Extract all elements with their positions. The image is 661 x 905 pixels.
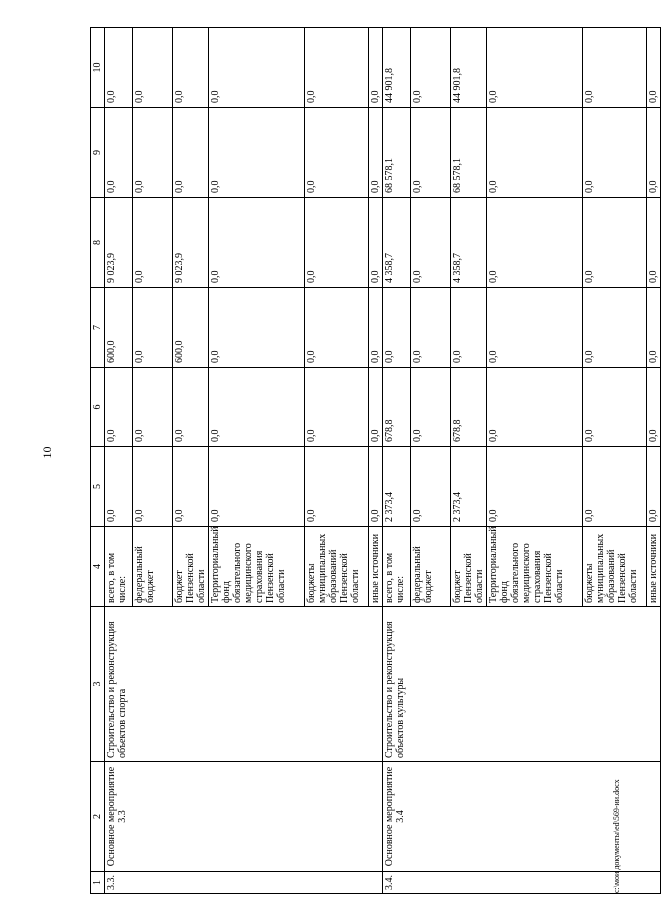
header-cell: 3 <box>91 607 105 762</box>
header-cell: 8 <box>91 198 105 288</box>
value-cell-9: 0,0 <box>105 108 133 198</box>
value-cell-5: 0,0 <box>647 447 661 527</box>
value-cell-9: 0,0 <box>133 108 173 198</box>
value-cell-6: 0,0 <box>369 368 383 447</box>
value-cell-9: 0,0 <box>583 108 647 198</box>
value-cell-10: 0,0 <box>133 28 173 108</box>
funding-source-cell: Территориальный фонд обязательного медицинского страхования Пензенской области <box>209 527 305 607</box>
value-cell-6: 0,0 <box>173 368 209 447</box>
value-cell-9: 0,0 <box>305 108 369 198</box>
funding-source-cell: бюджет Пензенской области <box>173 527 209 607</box>
value-cell-10: 0,0 <box>209 28 305 108</box>
value-cell-8: 0,0 <box>411 198 451 288</box>
value-cell-10: 0,0 <box>583 28 647 108</box>
value-cell-5: 0,0 <box>487 447 583 527</box>
header-cell: 10 <box>91 28 105 108</box>
value-cell-10: 0,0 <box>305 28 369 108</box>
value-cell-5: 2 373,4 <box>451 447 487 527</box>
funding-source-cell: бюджет Пензенской области <box>451 527 487 607</box>
header-row <box>91 28 105 894</box>
header-cell: 2 <box>91 762 105 872</box>
value-cell-7: 0,0 <box>133 288 173 368</box>
measure-name-cell: Основное мероприятие 3.3 <box>105 762 383 872</box>
value-cell-8: 9 023,9 <box>105 198 133 288</box>
value-cell-8: 0,0 <box>369 198 383 288</box>
value-cell-6: 0,0 <box>487 368 583 447</box>
value-cell-10: 0,0 <box>487 28 583 108</box>
value-cell-10: 0,0 <box>369 28 383 108</box>
value-cell-7: 0,0 <box>383 288 411 368</box>
value-cell-9: 0,0 <box>369 108 383 198</box>
value-cell-6: 678,8 <box>383 368 411 447</box>
value-cell-8: 0,0 <box>133 198 173 288</box>
value-cell-10: 0,0 <box>173 28 209 108</box>
value-cell-7: 0,0 <box>451 288 487 368</box>
value-cell-7: 600,0 <box>105 288 133 368</box>
funding-source-cell: Территориальный фонд обязательного медицинского страхования Пензенской области <box>487 527 583 607</box>
header-cell: 1 <box>91 872 105 894</box>
value-cell-7: 0,0 <box>209 288 305 368</box>
file-path-footer: c:\мои документы\ed\569-ии.docx <box>612 779 621 893</box>
funding-source-cell: бюджеты муниципальных образований Пензенской области <box>583 527 647 607</box>
value-cell-6: 0,0 <box>305 368 369 447</box>
funding-source-cell: иные источники <box>647 527 661 607</box>
funding-table <box>90 27 661 894</box>
value-cell-8: 9 023,9 <box>173 198 209 288</box>
table-body <box>91 28 661 894</box>
value-cell-8: 0,0 <box>583 198 647 288</box>
value-cell-9: 0,0 <box>647 108 661 198</box>
value-cell-7: 0,0 <box>369 288 383 368</box>
value-cell-10: 0,0 <box>411 28 451 108</box>
value-cell-7: 600,0 <box>173 288 209 368</box>
value-cell-8: 0,0 <box>209 198 305 288</box>
value-cell-5: 0,0 <box>583 447 647 527</box>
value-cell-5: 2 373,4 <box>383 447 411 527</box>
page-number: 10 <box>40 446 54 459</box>
value-cell-5: 0,0 <box>133 447 173 527</box>
item-number-cell: 3.3. <box>105 872 383 894</box>
funding-source-cell: иные источники <box>369 527 383 607</box>
header-cell: 4 <box>91 527 105 607</box>
value-cell-8: 0,0 <box>647 198 661 288</box>
value-cell-9: 68 578,1 <box>383 108 411 198</box>
table-row <box>383 28 411 894</box>
header-cell: 5 <box>91 447 105 527</box>
header-cell: 6 <box>91 368 105 447</box>
value-cell-6: 0,0 <box>583 368 647 447</box>
value-cell-5: 0,0 <box>209 447 305 527</box>
value-cell-6: 0,0 <box>411 368 451 447</box>
header-cell: 9 <box>91 108 105 198</box>
value-cell-7: 0,0 <box>411 288 451 368</box>
value-cell-9: 0,0 <box>173 108 209 198</box>
value-cell-6: 0,0 <box>105 368 133 447</box>
value-cell-7: 0,0 <box>583 288 647 368</box>
funding-source-cell: федеральный бюджет <box>133 527 173 607</box>
value-cell-9: 0,0 <box>209 108 305 198</box>
value-cell-7: 0,0 <box>647 288 661 368</box>
value-cell-10: 44 901,8 <box>451 28 487 108</box>
funding-source-cell: федеральный бюджет <box>411 527 451 607</box>
funding-source-cell: всего, в том числе: <box>105 527 133 607</box>
value-cell-9: 0,0 <box>411 108 451 198</box>
measure-title-cell: Строительство и реконструкция объектов культуры <box>383 607 661 762</box>
value-cell-10: 44 901,8 <box>383 28 411 108</box>
value-cell-6: 0,0 <box>133 368 173 447</box>
value-cell-5: 0,0 <box>173 447 209 527</box>
funding-source-cell: бюджеты муниципальных образований Пензенской области <box>305 527 369 607</box>
value-cell-9: 68 578,1 <box>451 108 487 198</box>
value-cell-9: 0,0 <box>487 108 583 198</box>
value-cell-5: 0,0 <box>105 447 133 527</box>
value-cell-6: 678,8 <box>451 368 487 447</box>
item-number-cell: 3.4. <box>383 872 661 894</box>
value-cell-8: 4 358,7 <box>383 198 411 288</box>
table-row <box>105 28 133 894</box>
value-cell-8: 0,0 <box>305 198 369 288</box>
value-cell-7: 0,0 <box>305 288 369 368</box>
measure-title-cell: Строительство и реконструкция объектов спорта <box>105 607 383 762</box>
measure-name-cell: Основное мероприятие 3.4 <box>383 762 661 872</box>
value-cell-10: 0,0 <box>105 28 133 108</box>
value-cell-8: 0,0 <box>487 198 583 288</box>
value-cell-6: 0,0 <box>647 368 661 447</box>
value-cell-10: 0,0 <box>647 28 661 108</box>
funding-source-cell: всего, в том числе: <box>383 527 411 607</box>
value-cell-5: 0,0 <box>369 447 383 527</box>
value-cell-5: 0,0 <box>411 447 451 527</box>
value-cell-8: 4 358,7 <box>451 198 487 288</box>
value-cell-6: 0,0 <box>209 368 305 447</box>
value-cell-7: 0,0 <box>487 288 583 368</box>
header-cell: 7 <box>91 288 105 368</box>
value-cell-5: 0,0 <box>305 447 369 527</box>
